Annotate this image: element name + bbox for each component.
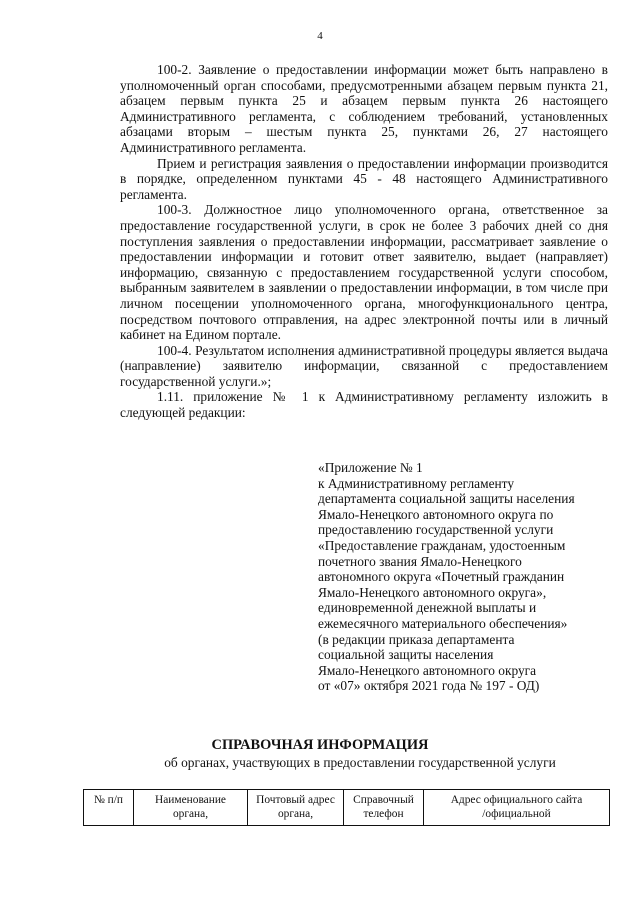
annex-line: департамента социальной защиты населения (318, 491, 575, 507)
header-line: Наименование (155, 794, 226, 806)
header-line: Адрес официального сайта (450, 794, 583, 806)
header-line: Почтовый адрес (256, 794, 335, 806)
body-text (120, 62, 608, 421)
header-number-label: № п/п (93, 794, 124, 806)
paragraph-reception: Прием и регистрация заявления о предоставлении информации производится в порядке, определенном пунктами 45 - 48 настоящего Административного регламента. (120, 155, 608, 202)
annex-line: ежемесячного материального обеспечения» (318, 615, 568, 631)
annex-line: «Предоставление гражданам, удостоенным (318, 537, 566, 553)
header-line: Справочный (353, 794, 414, 806)
header-line: органа, (277, 808, 314, 820)
page-number: 4 (317, 30, 323, 42)
header-line: органа, (172, 808, 209, 820)
header-number (84, 790, 134, 826)
annex-line: социальной защиты населения (318, 647, 494, 663)
paragraph-1-11: 1.11. приложение № 1 к Административному регламенту изложить в следующей редакции: (120, 389, 608, 421)
paragraph-100-3: 100-3. Должностное лицо уполномоченного органа, ответственное за предоставление государственной услуги, в срок не более 3 рабочих дней со дня поступления заявления о предоставлении информации, рассматривает заявление о предоставлении информации и готовит ответ заявителю, выдает (направляет) информацию, связанную с предоставлением государственной услуги способом, выбранным заявителем в заявлении о предоставлении информации, в том числе при личном посещении уполномоченного органа, многофункционального центра, посредством почтового отправления, на адрес электронной почты или в личный кабинет на Едином портале. (120, 202, 608, 343)
annex-line: предоставлению государственной услуги (318, 522, 554, 538)
annex-line: почетного звания Ямало-Ненецкого (318, 553, 522, 569)
paragraph-100-2: 100-2. Заявление о предоставлении информации может быть направлено в уполномоченный орган способами, предусмотренными абзацем первым пункта 21, абзацем первым пункта 25 и абзацем первым пункта 26 настоящего Административного регламента, с соблюдением требований, установленных абзацами вторым – шестым пункта 25, пунктами 26, 27 настоящего Административного регламента. (120, 62, 608, 155)
reference-subtitle: об органах, участвующих в предоставлении государственной услуги (164, 755, 556, 770)
annex-line: автономного округа «Почетный гражданин (318, 569, 565, 585)
header-postal-address (248, 790, 344, 826)
annex-line: к Административному регламенту (318, 475, 515, 491)
reference-table (83, 789, 610, 826)
annex-line: (в редакции приказа департамента (318, 631, 515, 647)
annex-line: Ямало-Ненецкого автономного округа (318, 662, 537, 678)
header-phone (344, 790, 424, 826)
annex-line: Ямало-Ненецкого автономного округа», (318, 584, 547, 600)
annex-header-block (318, 460, 618, 694)
header-line: /официальной (482, 808, 551, 820)
annex-line: единовременной денежной выплаты и (318, 600, 537, 616)
reference-title: СПРАВОЧНАЯ ИНФОРМАЦИЯ (211, 737, 429, 753)
paragraph-100-4: 100-4. Результатом исполнения административной процедуры является выдача (направление) заявителю информации, связанной с предоставлением государственной услуги.»; (120, 342, 608, 389)
header-website (424, 790, 610, 826)
annex-line: от «07» октября 2021 года № 197 - ОД) (318, 678, 540, 694)
header-line: телефон (363, 808, 404, 820)
annex-line: «Приложение № 1 (318, 460, 423, 475)
annex-line: Ямало-Ненецкого автономного округа по (318, 506, 554, 522)
header-org-name (134, 790, 248, 826)
table-header-row (84, 790, 610, 826)
